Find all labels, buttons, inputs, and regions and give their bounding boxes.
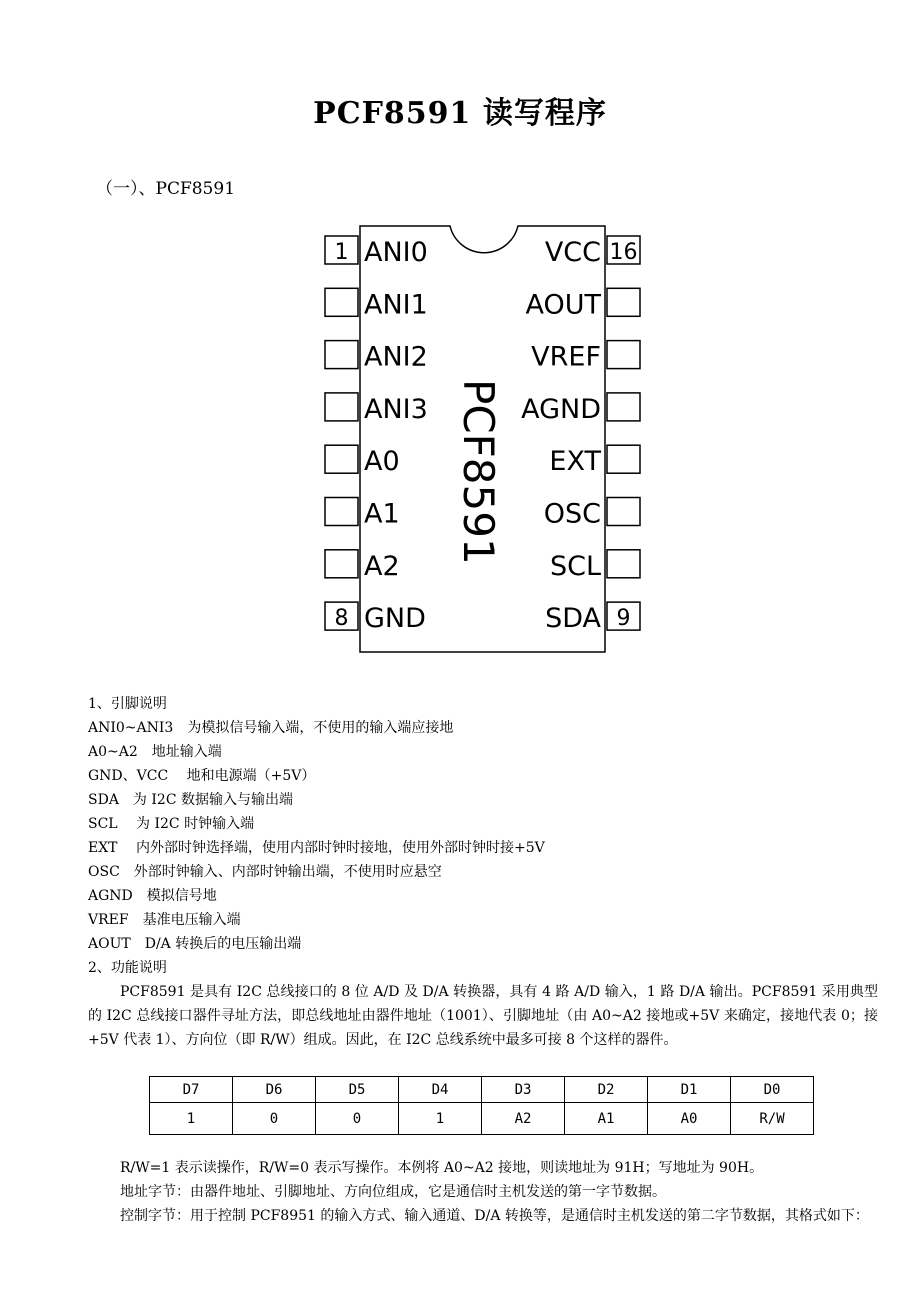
table-cell: 0 bbox=[316, 1103, 399, 1135]
pin-line: VREF 基准电压输入端 bbox=[88, 912, 241, 928]
table-header-row bbox=[150, 1077, 814, 1103]
function-heading: 2、功能说明 bbox=[88, 960, 167, 976]
pin-label-right: SCL bbox=[549, 550, 601, 582]
rw-paragraph: R/W=1 表示读操作，R/W=0 表示写操作。本例将 A0~A2 接地，则读地址为 91H；写地址为 90H。 bbox=[120, 1160, 764, 1176]
pin-box-right bbox=[607, 445, 640, 473]
after-table-section bbox=[88, 1156, 878, 1228]
pin-line: ANI0~ANI3 为模拟信号输入端，不使用的输入端应接地 bbox=[88, 720, 454, 736]
pin-number: 9 bbox=[616, 606, 631, 632]
section-heading: （一）、PCF8591 bbox=[96, 179, 236, 199]
pin-box-right bbox=[607, 341, 640, 369]
pin-box-right bbox=[607, 550, 640, 578]
function-paragraph: PCF8591 是具有 I2C 总线接口的 8 位 A/D 及 D/A 转换器，具有 4 路 A/D 输入，1 路 D/A 输出。PCF8591 采用典型的 I2C 总线接口器件寻址方法，即总线地址由器件地址（1001）、引脚地址（由 A0~A2 接地或+5V 来确定，接地代表 0；接+5V 代表 1）、方向位（即 R/W）组成。因此，在 I2C 总线系统中最多可接 8 个这样的器件。 bbox=[88, 984, 878, 1048]
page-title: PCF8591 读写程序 bbox=[313, 96, 607, 131]
pin-line: SDA 为 I2C 数据输入与输出端 bbox=[88, 792, 293, 808]
table-header-cell: D2 bbox=[565, 1077, 648, 1103]
table-header-cell: D5 bbox=[316, 1077, 399, 1103]
pin-box-right bbox=[607, 393, 640, 421]
pin-line: SCL 为 I2C 时钟输入端 bbox=[88, 816, 255, 832]
pin-label-right: OSC bbox=[543, 498, 601, 530]
pin-line: EXT 内外部时钟选择端，使用内部时钟时接地，使用外部时钟时接+5V bbox=[88, 840, 545, 856]
pin-label-right: EXT bbox=[549, 446, 601, 478]
pin-number: 16 bbox=[609, 240, 638, 265]
pin-label-left: ANI0 bbox=[364, 237, 428, 268]
pin-label-left: GND bbox=[364, 603, 426, 635]
pin-label-left: A0 bbox=[364, 446, 400, 478]
pin-box-right bbox=[607, 288, 640, 316]
table-cell: R/W bbox=[731, 1103, 814, 1135]
pin-label-right: AOUT bbox=[525, 289, 601, 321]
pin-label-left: A2 bbox=[364, 550, 400, 582]
pin-line: AOUT D/A 转换后的电压输出端 bbox=[88, 936, 302, 952]
address-byte-table bbox=[149, 1076, 814, 1135]
table-header-cell: D7 bbox=[150, 1077, 233, 1103]
pin-number: 1 bbox=[334, 240, 349, 265]
pin-label-left: ANI3 bbox=[364, 393, 428, 425]
table-cell: 0 bbox=[233, 1103, 316, 1135]
pin-box-left bbox=[325, 445, 358, 473]
pin-box-left bbox=[325, 341, 358, 369]
pin-label-right: VCC bbox=[544, 237, 601, 268]
pin-description-section bbox=[88, 692, 878, 1052]
pin-line: GND、VCC 地和电源端（+5V） bbox=[88, 768, 316, 784]
address-byte-paragraph: 地址字节：由器件地址、引脚地址、方向位组成，它是通信时主机发送的第一字节数据。 bbox=[120, 1184, 666, 1200]
chip-pinout-svg bbox=[322, 224, 644, 656]
pin-label-left: ANI2 bbox=[364, 341, 428, 373]
table-row bbox=[150, 1103, 814, 1135]
table-cell: A0 bbox=[648, 1103, 731, 1135]
table-header-cell: D0 bbox=[731, 1077, 814, 1103]
table-header-cell: D4 bbox=[399, 1077, 482, 1103]
table-cell: A2 bbox=[482, 1103, 565, 1135]
pin-label-right: SDA bbox=[545, 603, 601, 635]
pin-box-left bbox=[325, 288, 358, 316]
pin-box-left bbox=[325, 550, 358, 578]
pin-line: A0~A2 地址输入端 bbox=[88, 744, 222, 760]
control-byte-paragraph: 控制字节：用于控制 PCF8951 的输入方式、输入通道、D/A 转换等，是通信时主机发送的第二字节数据，其格式如下： bbox=[120, 1208, 869, 1224]
pin-box-left bbox=[325, 498, 358, 526]
pin-number: 8 bbox=[334, 606, 349, 632]
table-header-cell: D3 bbox=[482, 1077, 565, 1103]
chip-pinout-diagram bbox=[322, 224, 644, 660]
table-header-cell: D1 bbox=[648, 1077, 731, 1103]
table-cell: 1 bbox=[399, 1103, 482, 1135]
pin-box-left bbox=[325, 393, 358, 421]
table-cell: A1 bbox=[565, 1103, 648, 1135]
pin-label-right: AGND bbox=[521, 393, 601, 425]
pin-label-right: VREF bbox=[531, 341, 601, 373]
chip-part-number: PCF8591 bbox=[454, 379, 503, 565]
table-cell: 1 bbox=[150, 1103, 233, 1135]
pin-line: AGND 模拟信号地 bbox=[88, 888, 217, 904]
pin-label-left: ANI1 bbox=[364, 289, 428, 321]
pin-box-right bbox=[607, 498, 640, 526]
pin-line: OSC 外部时钟输入、内部时钟输出端，不使用时应悬空 bbox=[88, 864, 442, 880]
pins-heading: 1、引脚说明 bbox=[88, 696, 167, 712]
table-header-cell: D6 bbox=[233, 1077, 316, 1103]
pin-label-left: A1 bbox=[364, 498, 400, 530]
